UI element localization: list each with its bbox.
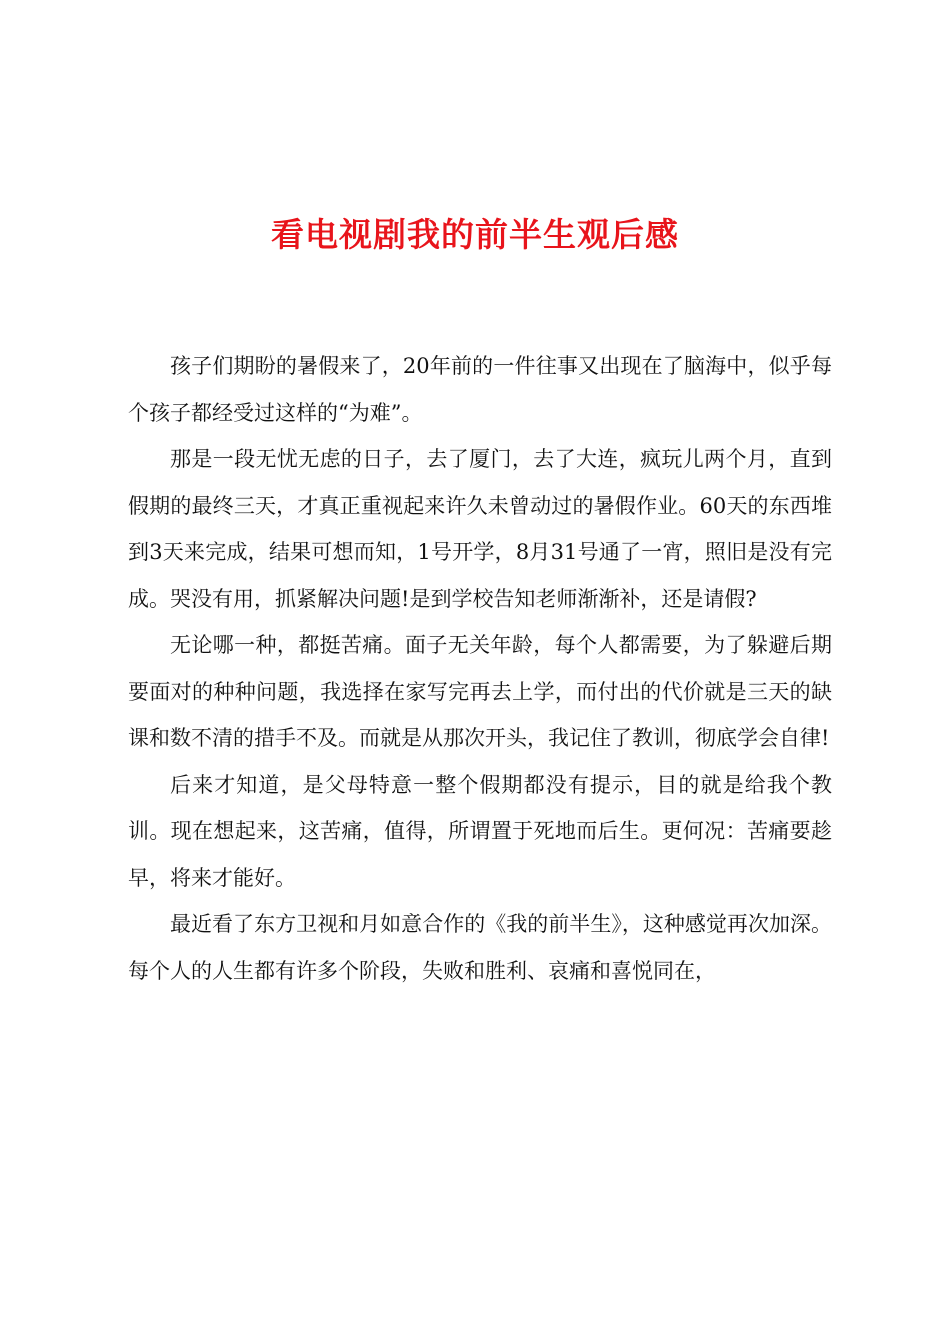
paragraph-5: 最近看了东方卫视和月如意合作的《我的前半生》，这种感觉再次加深。每个人的人生都有许多个阶段，失败和胜利、哀痛和喜悦同在， <box>128 912 832 983</box>
document-title: 看电视剧我的前半生观后感 <box>271 215 679 254</box>
paragraph-1: 孩子们期盼的暑假来了，20年前的一件往事又出现在了脑海中，似乎每个孩子都经受过这样的“为难”。 <box>128 354 832 425</box>
paragraph-4: 后来才知道，是父母特意一整个假期都没有提示，目的就是给我个教训。现在想起来，这苦痛，值得，所谓置于死地而后生。更何况：苦痛要趁早，将来才能好。 <box>128 772 832 890</box>
document-body <box>128 343 832 994</box>
paragraph-2: 那是一段无忧无虑的日子，去了厦门，去了大连，疯玩儿两个月，直到假期的最终三天，才真正重视起来许久未曾动过的暑假作业。60天的东西堆到3天来完成，结果可想而知，1号开学，8月31号通了一宵，照旧是没有完成。哭没有用，抓紧解决问题!是到学校告知老师渐渐补，还是请假? <box>128 447 832 611</box>
paragraph-3: 无论哪一种，都挺苦痛。面子无关年龄，每个人都需要，为了躲避后期要面对的种种问题，我选择在家写完再去上学，而付出的代价就是三天的缺课和数不清的措手不及。而就是从那次开头，我记住了教训，彻底学会自律! <box>128 633 832 750</box>
